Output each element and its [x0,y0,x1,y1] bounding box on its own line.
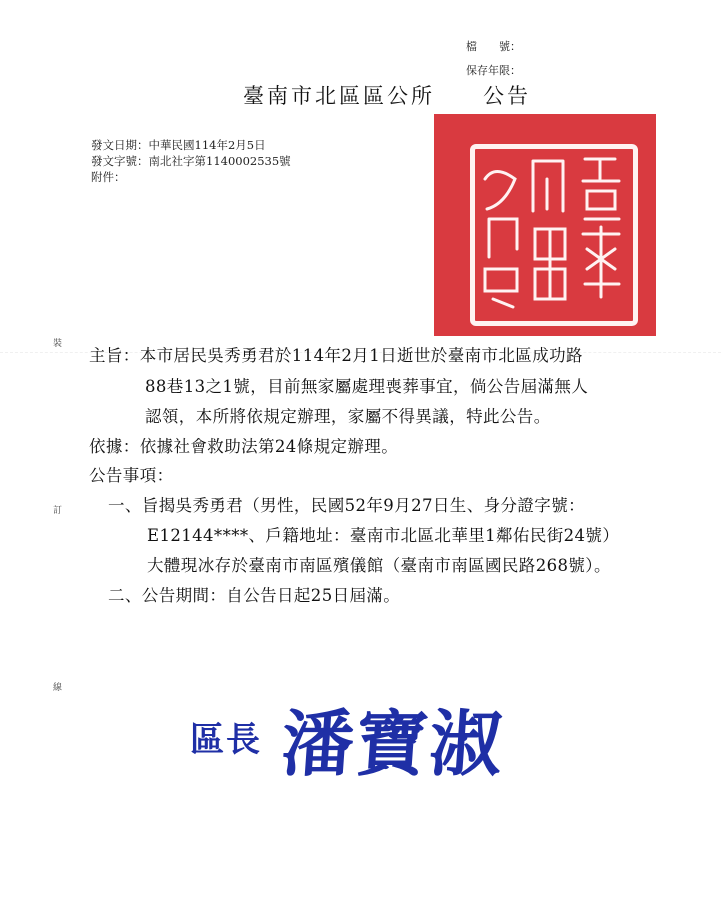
subject-line-1: 主旨：本市居民吳秀勇君於114年2月1日逝世於臺南市北區成功路 [89,346,583,365]
signature-title: 區長 [190,720,262,760]
page-title: 臺南市北區區公所 公告 [243,84,531,108]
attachment-label: 附件： [91,170,126,184]
items-heading: 公告事項： [89,466,174,485]
binding-mark-top: 裝 [53,339,63,349]
issue-date: 發文日期：中華民國114年2月5日 [91,138,266,152]
subject-line-2: 88巷13之1號，目前無家屬處理喪葬事宜，倘公告屆滿無人 [145,377,589,396]
subject-line-3: 認領，本所將依規定辦理，家屬不得異議，特此公告。 [145,407,551,426]
item-1-line-1: 一、旨揭吳秀勇君（男性，民國52年9月27日生、身分證字號： [108,496,585,515]
basis-line: 依據：依據社會救助法第24條規定辦理。 [89,437,399,456]
signature-name: 潘寶淑 [278,702,507,786]
seal-glyph-strokes [475,149,633,321]
official-seal [434,114,656,336]
archive-number-label: 檔 號： [466,40,521,53]
item-1-line-2: E12144****、戶籍地址：臺南市北區北華里1鄰佑民街24號） [147,526,620,545]
binding-mark-middle: 訂 [53,506,63,516]
document-number: 發文字號：南北社字第1140002535號 [91,154,291,168]
binding-mark-bottom: 線 [53,683,63,693]
item-2-line: 二、公告期間：自公告日起25日屆滿。 [108,586,401,605]
retention-period-label: 保存年限： [466,64,521,77]
item-1-line-3: 大體現冰存於臺南市南區殯儀館（臺南市南區國民路268號）。 [147,556,611,575]
seal-inner-frame [470,144,638,326]
